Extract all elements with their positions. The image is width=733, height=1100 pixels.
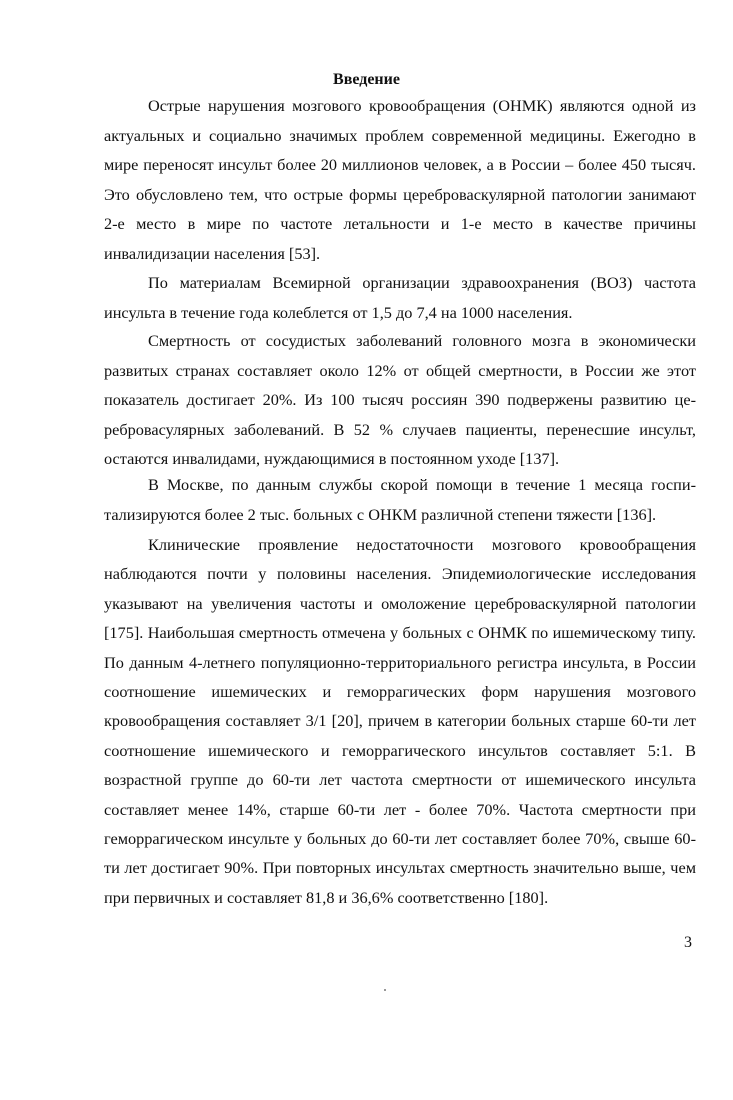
paragraph-intro: Острые нарушения мозгового кровообращения (ОНМК) являются одной из актуальных и социально значимых проблем современной медицины. Ежегодно в мире переносят инсульт более 20 миллионов человек, а в России – более 450 тысяч. Это обусловлено тем, что острые формы цереброваскулярной патологии занимают 2-е место в мире по частоте летальности и 1-е место в качестве причины инвалидизации населения [53]. bbox=[104, 96, 696, 263]
scan-speck bbox=[384, 989, 386, 991]
paragraph-clinical: Клинические проявление недостаточности мозгового кровообращения наблюдаются почти у половины населения. Эпидемиологические исследования указывают на увеличения частоты и омоложение цереброваскулярной патологии [175]. Наибольшая смертность отмечена у больных с ОНМК по ишемическому типу. По данным 4-летнего популяционно-территориального регистра инсульта, в России соотношение ишемических и геморрагических форм нарушения мозгового кровообращения составляет 3/1 [20], причем в категории больных старше 60-ти лет соотношение ишемического и геморрагического инсультов составляет 5:1. В возрастной группе до 60-ти лет частота смертности от ишемического инсульта составляет менее 14%, старше 60-ти лет - более 70%. Частота смертности при геморрагическом инсульте у больных до 60-ти лет составляет более 70%, свыше 60-ти лет достигает 90%. При повторных инсультах смертность значительно выше, чем при первичных и составляет 81,8 и 36,6% соответственно [180]. bbox=[104, 535, 696, 907]
page-number: 3 bbox=[684, 934, 692, 951]
paragraph-who-frequency: По материалам Всемирной организации здравоохранения (ВОЗ) частота инсульта в течение года колеблется от 1,5 до 7,4 на 1000 населения. bbox=[104, 273, 696, 322]
paragraph-moscow: В Москве, по данным службы скорой помощи в течение 1 месяца госпитализируются более 2 тыс. больных с ОНКМ различной степени тяжести [136]. bbox=[104, 475, 696, 524]
section-title: Введение bbox=[333, 71, 400, 88]
paragraph-mortality: Смертность от сосудистых заболеваний головного мозга в экономически развитых странах составляет около 12% от общей смертности, в России же этот показатель достигает 20%. Из 100 тысяч россиян 390 подвержены развитию церебровасулярных заболеваний. В 52 % случаев пациенты, перенесшие инсульт, остаются инвалидами, нуждающимися в постоянном уходе [137]. bbox=[104, 331, 696, 468]
